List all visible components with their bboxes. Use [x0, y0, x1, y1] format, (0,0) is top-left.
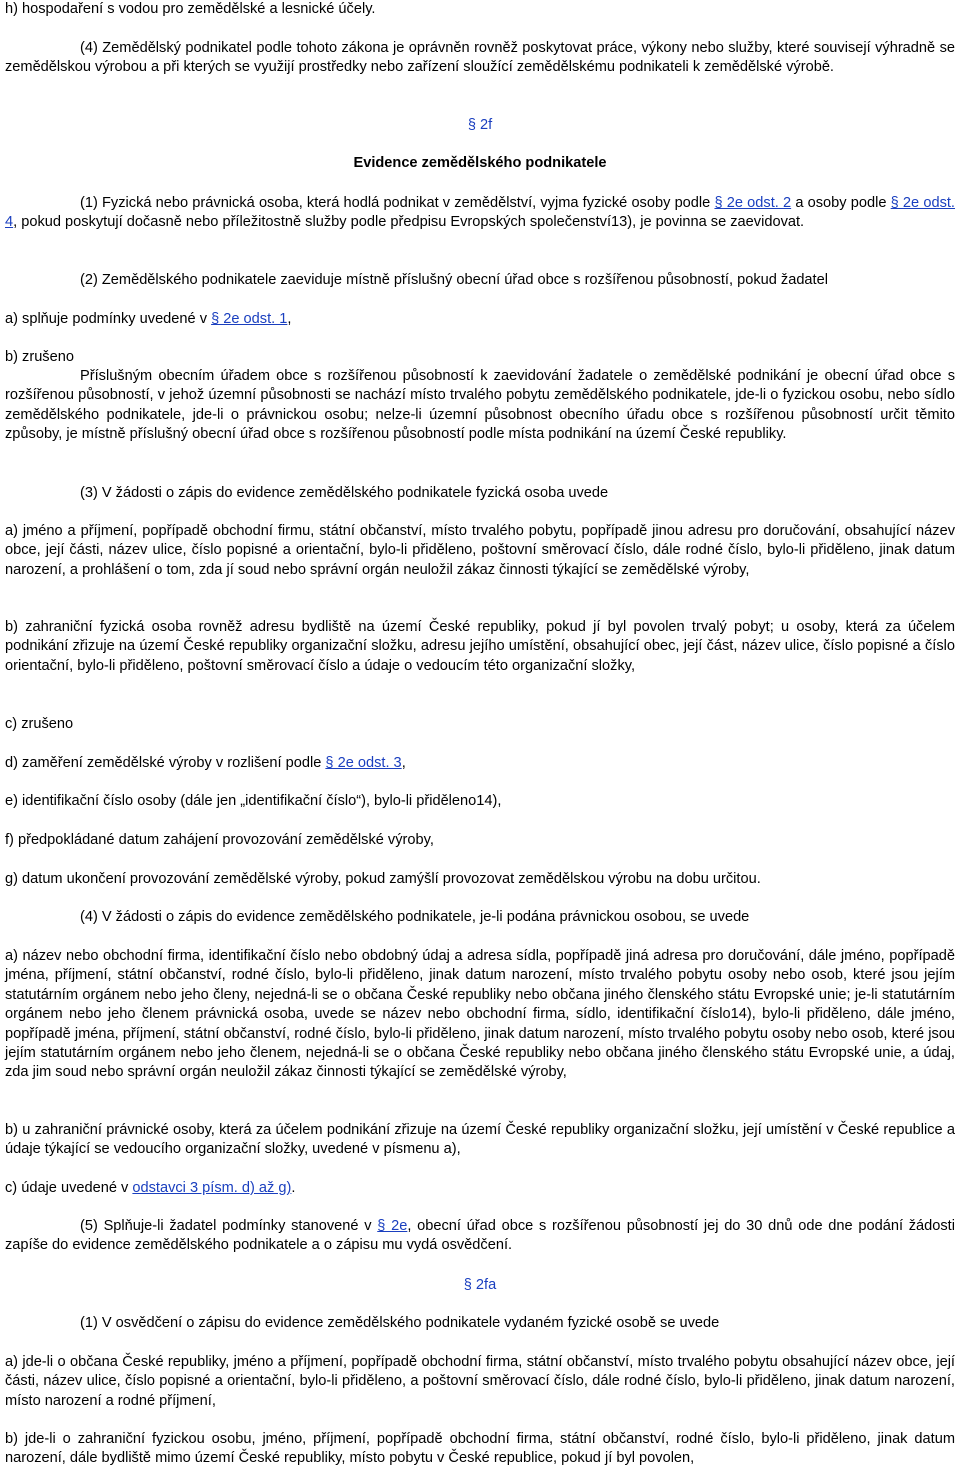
- paragraph-2f-3g: g) datum ukončení provozování zemědělské výroby, pokud zamýšlí provozovat zemědělskou výrobu na dobu určitou.: [5, 871, 761, 887]
- link-odstavci-3[interactable]: odstavci 3 písm. d) až g): [132, 1180, 292, 1196]
- link-2e[interactable]: § 2e: [377, 1218, 408, 1234]
- link-2e-odst-1[interactable]: § 2e odst. 1: [211, 311, 288, 327]
- paragraph-2f-4: (4) V žádosti o zápis do evidence zemědělského podnikatele, je-li podána právnickou osobou, se uvede: [80, 909, 750, 925]
- paragraph-2f-2a: [5, 310, 955, 329]
- section-title-evidence: Evidence zemědělského podnikatele: [353, 155, 607, 171]
- section-2f-label: § 2f: [467, 117, 493, 133]
- paragraph-2f-3c: c) zrušeno: [5, 716, 74, 732]
- text-segment: , obecní úřad obce s rozšířenou působností jej do 30 dnů ode dne podání žádosti zapíše do evidence zemědělského podnikatele a o zápisu mu vydá osvědčení.: [5, 1218, 955, 1254]
- paragraph-2f-2b: b) zrušeno: [5, 349, 74, 365]
- paragraph-2fa-1a: a) jde-li o občana České republiky, jméno a příjmení, popřípadě obchodní firma, státní občanství, místo trvalého pobytu obsahující název obce, její části, název ulice, číslo popisné a orientační, bylo-li přiděleno, a poštovní směrovací číslo, dále rodné číslo, bylo-li přiděleno, jinak datum narození, místo narození a rodné příjmení,: [5, 1354, 955, 1409]
- text-segment: , pokud poskytují dočasně nebo příležitostně služby podle předpisu Evropských společenství13), je povinna se zaevidovat.: [13, 214, 805, 231]
- text-segment: ,: [287, 311, 292, 327]
- paragraph-2f-4c: [5, 1179, 955, 1198]
- paragraph-2f-2: (2) Zemědělského podnikatele zaeviduje místně příslušný obecní úřad obce s rozšířenou působností, pokud žadatel: [80, 272, 828, 288]
- text-segment: d) zaměření zemědělské výroby v rozlišení podle: [5, 755, 322, 771]
- link-2e-odst-4[interactable]: § 2e odst. 4: [5, 195, 955, 231]
- paragraph-2f-5: [5, 1217, 955, 1256]
- paragraph-4-services: (4) Zemědělský podnikatel podle tohoto zákona je oprávněn rovněž poskytovat práce, výkony nebo služby, které souvisejí výhradně se zemědělskou výrobou a při kterých se využijí prostředky nebo zařízení sloužící zemědělskému podnikateli k zemědělské výrobě.: [5, 40, 955, 76]
- paragraph-2f-4a: a) název nebo obchodní firma, identifikační číslo nebo obdobný údaj a adresa sídla, popřípadě jiná adresa pro doručování, dále jméno, popřípadě jména, příjmení, státní občanství, rodné číslo, bylo-li přiděleno, jinak datum narození, místo trvalého pobytu osoby nebo osob, které jsou jejím statutárním orgánem nebo jeho členy, nejedná-li se o občana České republiky nebo občana jiného členského státu Evropské unie; je-li statutárním orgánem nebo jeho členem právnická osoba, uvede se název nebo obchodní firma, sídlo, identifikační číslo14), bylo-li přiděleno, dále jméno, popřípadě jména, příjmení, státní občanství, rodné číslo, bylo-li přiděleno, jinak datum narození, místo trvalého pobytu osoby nebo osob, které jsou jejím statutárním orgánem nebo jeho členem, nejedná-li se o občana České republiky nebo občana jiného členského státu Evropské unie, a údaj, zda jim soud nebo správní orgán neuložil zákaz činnosti týkající se zemědělské výroby,: [5, 948, 955, 1081]
- link-2e-odst-3[interactable]: § 2e odst. 3: [325, 755, 402, 771]
- paragraph-2f-2b-text: Příslušným obecním úřadem obce s rozšířenou působností k zaevidování žadatele o zemědělské podnikání je obecní úřad obce s rozšířenou působností, v jehož územní působnosti se nachází místo trvalého pobytu zemědělského podnikatele, jde-li o fyzickou osobu, nebo sídlo zemědělského podnikatele, jde-li o právnickou osobu; nelze-li územní působnost obecního úřadu obce s rozšířenou působností určit těmito způsoby, je místně příslušný obecní úřad obce s rozšířenou působností podle místa podnikání na území České republiky.: [5, 368, 955, 443]
- text-segment: a) splňuje podmínky uvedené v: [5, 311, 208, 327]
- text-segment: a osoby podle: [795, 195, 887, 211]
- section-heading-2f: [5, 116, 955, 135]
- paragraph-2f-1: [5, 194, 955, 233]
- text-segment: c) údaje uvedené v: [5, 1180, 129, 1196]
- paragraph-2f-3f: f) předpokládané datum zahájení provozování zemědělské výroby,: [5, 832, 434, 848]
- paragraph-2fa-1: (1) V osvědčení o zápisu do evidence zemědělského podnikatele vydaném fyzické osobě se uvede: [80, 1315, 720, 1331]
- text-segment: (5) Splňuje-li žadatel podmínky stanovené v: [80, 1218, 372, 1234]
- paragraph-2f-3a: a) jméno a příjmení, popřípadě obchodní firmu, státní občanství, místo trvalého pobytu, popřípadě jinou adresu pro doručování, obsahující název obce, její části, název ulice, číslo popisné a orientační, bylo-li přiděleno, poštovní směrovací číslo, dále rodné číslo, bylo-li přiděleno, jinak datum narození, a prohlášení o tom, zda jí soud nebo správní orgán neuložil zákaz činnosti týkající se zemědělské výroby,: [5, 523, 955, 578]
- section-2fa-label: § 2fa: [463, 1277, 497, 1293]
- paragraph-2f-3b: b) zahraniční fyzická osoba rovněž adresu bydliště na území České republiky, pokud jí byl povolen trvalý pobyt; u osoby, která za účelem podnikání zřizuje na území České republiky organizační složku, adresu jejího umístění, obsahující obec, její část, název ulice, číslo popisné a číslo orientační, bylo-li přiděleno, poštovní směrovací číslo a údaje o vedoucím této organizační složky,: [5, 619, 955, 674]
- paragraph-h-water: h) hospodaření s vodou pro zemědělské a lesnické účely.: [5, 1, 376, 17]
- link-2e-odst-2[interactable]: § 2e odst. 2: [714, 195, 792, 211]
- text-segment: ,: [401, 755, 406, 771]
- paragraph-2f-4b: b) u zahraniční právnické osoby, která za účelem podnikání zřizuje na území České republiky organizační složku, její umístění v České republice a údaje týkající se vedoucího organizační složky, uvedené v písmenu a),: [5, 1122, 955, 1158]
- paragraph-2f-3e: e) identifikační číslo osoby (dále jen „identifikační číslo“), bylo-li přiděleno14),: [5, 793, 502, 809]
- paragraph-2f-3d: [5, 754, 955, 773]
- section-heading-2fa: [5, 1276, 955, 1295]
- paragraph-2f-3: (3) V žádosti o zápis do evidence zemědělského podnikatele fyzická osoba uvede: [80, 485, 609, 501]
- paragraph-2fa-1b: b) jde-li o zahraniční fyzickou osobu, jméno, příjmení, popřípadě obchodní firma, státní občanství, rodné číslo, bylo-li přiděleno, jinak datum narození, dále bydliště mimo území České republiky, místo pobytu v České republice, pokud jí byl povolen,: [5, 1431, 955, 1467]
- text-segment: .: [291, 1180, 296, 1196]
- text-segment: (1) Fyzická nebo právnická osoba, která hodlá podnikat v zemědělství, vyjma fyzické osoby podle: [80, 195, 711, 211]
